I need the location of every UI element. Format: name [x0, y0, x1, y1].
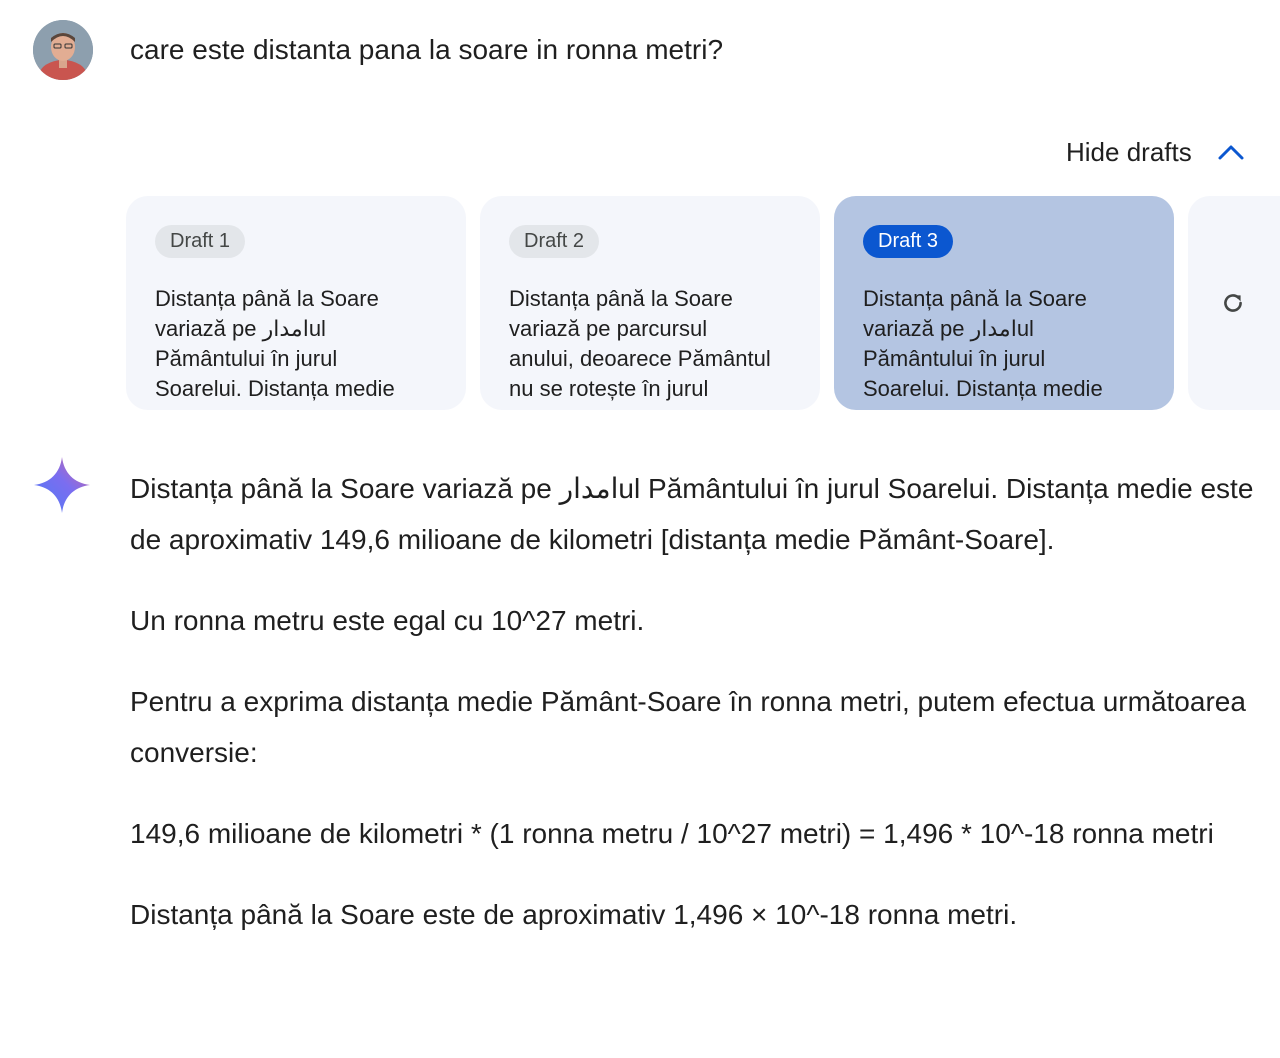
response-paragraph: Distanța până la Soare este de aproximativ 1,496 × 10^-18 ronna metri. [130, 899, 1018, 930]
draft-badge: Draft 2 [509, 225, 599, 258]
draft-badge: Draft 3 [863, 225, 953, 258]
regenerate-drafts-button[interactable] [1188, 196, 1280, 410]
hide-drafts-label: Hide drafts [1066, 137, 1192, 167]
user-prompt: care este distanta pana la soare in ronna metri? [130, 34, 724, 65]
draft-card-1[interactable] [126, 196, 466, 410]
draft-preview: Distanța până la Soare variază pe parcursul anului, deoarece Pământul nu se rotește în jurul [509, 286, 771, 401]
hide-drafts-button[interactable] [1066, 133, 1246, 171]
draft-preview: Distanța până la Soare variază pe امدارul Pământului în jurul Soarelui. Distanța medie [863, 286, 1103, 401]
draft-card-2[interactable] [480, 196, 820, 410]
drafts-carousel [126, 196, 1280, 410]
response-body [130, 463, 1260, 970]
gemini-spark-icon [32, 455, 92, 515]
response-paragraph: Distanța până la Soare variază pe امدارul Pământului în jurul Soarelui. Distanța medie este de aproximativ 149,6 milioane de kilometri [distanța medie Pământ-Soare]. [130, 473, 1254, 555]
chevron-up-icon [1216, 137, 1246, 167]
draft-badge: Draft 1 [155, 225, 245, 258]
draft-card-3[interactable] [834, 196, 1174, 410]
response-paragraph: Un ronna metru este egal cu 10^27 metri. [130, 605, 645, 636]
response-paragraph: Pentru a exprima distanța medie Pământ-Soare în ronna metri, putem efectua următoarea conversie: [130, 686, 1246, 768]
draft-preview: Distanța până la Soare variază pe امدارul Pământului în jurul Soarelui. Distanța medie [155, 286, 395, 401]
refresh-icon [1220, 290, 1246, 316]
user-avatar [33, 20, 93, 80]
response-paragraph: 149,6 milioane de kilometri * (1 ronna metru / 10^27 metri) = 1,496 * 10^-18 ronna metri [130, 818, 1214, 849]
